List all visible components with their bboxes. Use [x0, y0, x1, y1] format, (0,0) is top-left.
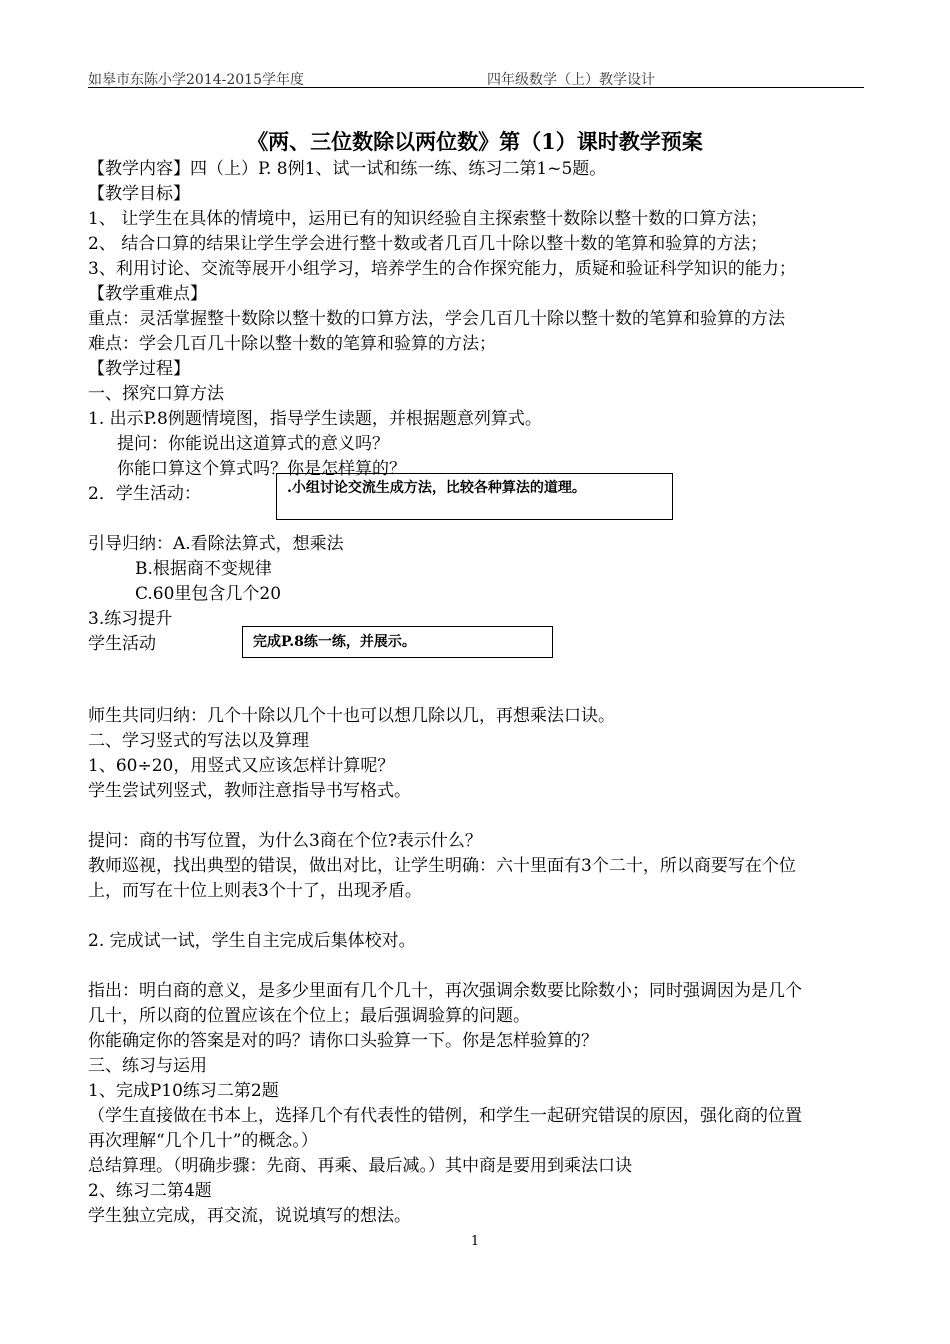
text-line: 2、练习二第4题	[88, 1181, 212, 1201]
text-line: 1、 让学生在具体的情境中，运用已有的知识经验自主探索整十数除以整十数的口算方法；	[88, 209, 768, 229]
text-line: 1、完成P10练习二第2题	[88, 1081, 279, 1101]
text-line: 你能确定你的答案是对的吗？请你口头验算一下。你是怎样验算的？	[88, 1031, 598, 1051]
text-line: 学生独立完成，再交流，说说填写的想法。	[88, 1206, 411, 1226]
practice-box: 完成P.8练一练，并展示。	[242, 626, 553, 658]
text-line: 提问：你能说出这道算式的意义吗？	[117, 434, 389, 454]
text-line: （学生直接做在书本上，选择几个有代表性的错例，和学生一起研究错误的原因，强化商的位置	[88, 1106, 802, 1126]
text-line: 2、 结合口算的结果让学生学会进行整十数或者几百几十除以整十数的笔算和验算的方法；	[88, 234, 768, 254]
text-line: 【教学重难点】	[88, 284, 207, 304]
header-course: 四年级数学（上）教学设计	[487, 72, 655, 88]
header-school: 如皋市东陈小学2014-2015学年度	[88, 72, 304, 88]
page-number: 1	[470, 1234, 480, 1249]
text-line: 【教学内容】四（上）P. 8例1、试一试和练一练、练习二第1~5题。	[88, 159, 607, 179]
text-line: 教师巡视，找出典型的错误，做出对比，让学生明确：六十里面有3个二十，所以商要写在个位	[88, 856, 796, 876]
text-line: 再次理解“几个几十”的概念。）	[88, 1131, 318, 1151]
text-line: 总结算理。（明确步骤：先商、再乘、最后减。）其中商是要用到乘法口诀	[88, 1156, 632, 1176]
text-line: 1. 出示P.8例题情境图，指导学生读题，并根据题意列算式。	[88, 409, 542, 429]
text-line: 上，而写在十位上则表3个十了，出现矛盾。	[88, 881, 422, 901]
text-line: 1、60÷20，用竖式又应该怎样计算呢？	[88, 756, 395, 776]
text-line: B.根据商不变规律	[135, 559, 272, 579]
text-line: 引导归纳：A.看除法算式，想乘法	[88, 534, 344, 554]
text-line: 难点：学会几百几十除以整十数的笔算和验算的方法；	[88, 334, 496, 354]
text-line: 2. 完成试一试，学生自主完成后集体校对。	[88, 931, 416, 951]
text-line: 2．学生活动：	[88, 484, 201, 504]
text-line: 3.练习提升	[88, 609, 173, 629]
page-title: 《两、三位数除以两位数》第（1）课时教学预案	[247, 129, 703, 154]
text-line: 重点：灵活掌握整十数除以整十数的口算方法，学会几百几十除以整十数的笔算和验算的方法	[88, 309, 785, 329]
text-line: 几十，所以商的位置应该在个位上；最后强调验算的问题。	[88, 1006, 530, 1026]
discussion-box: .小组讨论交流生成方法，比较各种算法的道理。	[276, 473, 673, 520]
text-line: 提问：商的书写位置，为什么3商在个位?表示什么？	[88, 831, 482, 851]
text-line: 【教学过程】	[88, 359, 190, 379]
text-line: 学生活动	[88, 634, 156, 654]
text-line: 三、练习与运用	[88, 1056, 207, 1076]
text-line: 指出：明白商的意义，是多少里面有几个几十，再次强调余数要比除数小；同时强调因为是几个	[88, 981, 802, 1001]
text-line: 你能口算这个算式吗？你是怎样算的？	[117, 459, 406, 479]
text-line: 学生尝试列竖式，教师注意指导书写格式。	[88, 781, 411, 801]
text-line: 师生共同归纳：几个十除以几个十也可以想几除以几，再想乘法口诀。	[88, 706, 615, 726]
text-line: 3、利用讨论、交流等展开小组学习，培养学生的合作探究能力，质疑和验证科学知识的能力；	[88, 259, 796, 279]
text-line: 二、学习竖式的写法以及算理	[88, 731, 309, 751]
text-line: 【教学目标】	[88, 184, 190, 204]
header-rule	[88, 87, 864, 88]
text-line: C.60里包含几个20	[135, 584, 282, 604]
text-line: 一、探究口算方法	[88, 384, 224, 404]
